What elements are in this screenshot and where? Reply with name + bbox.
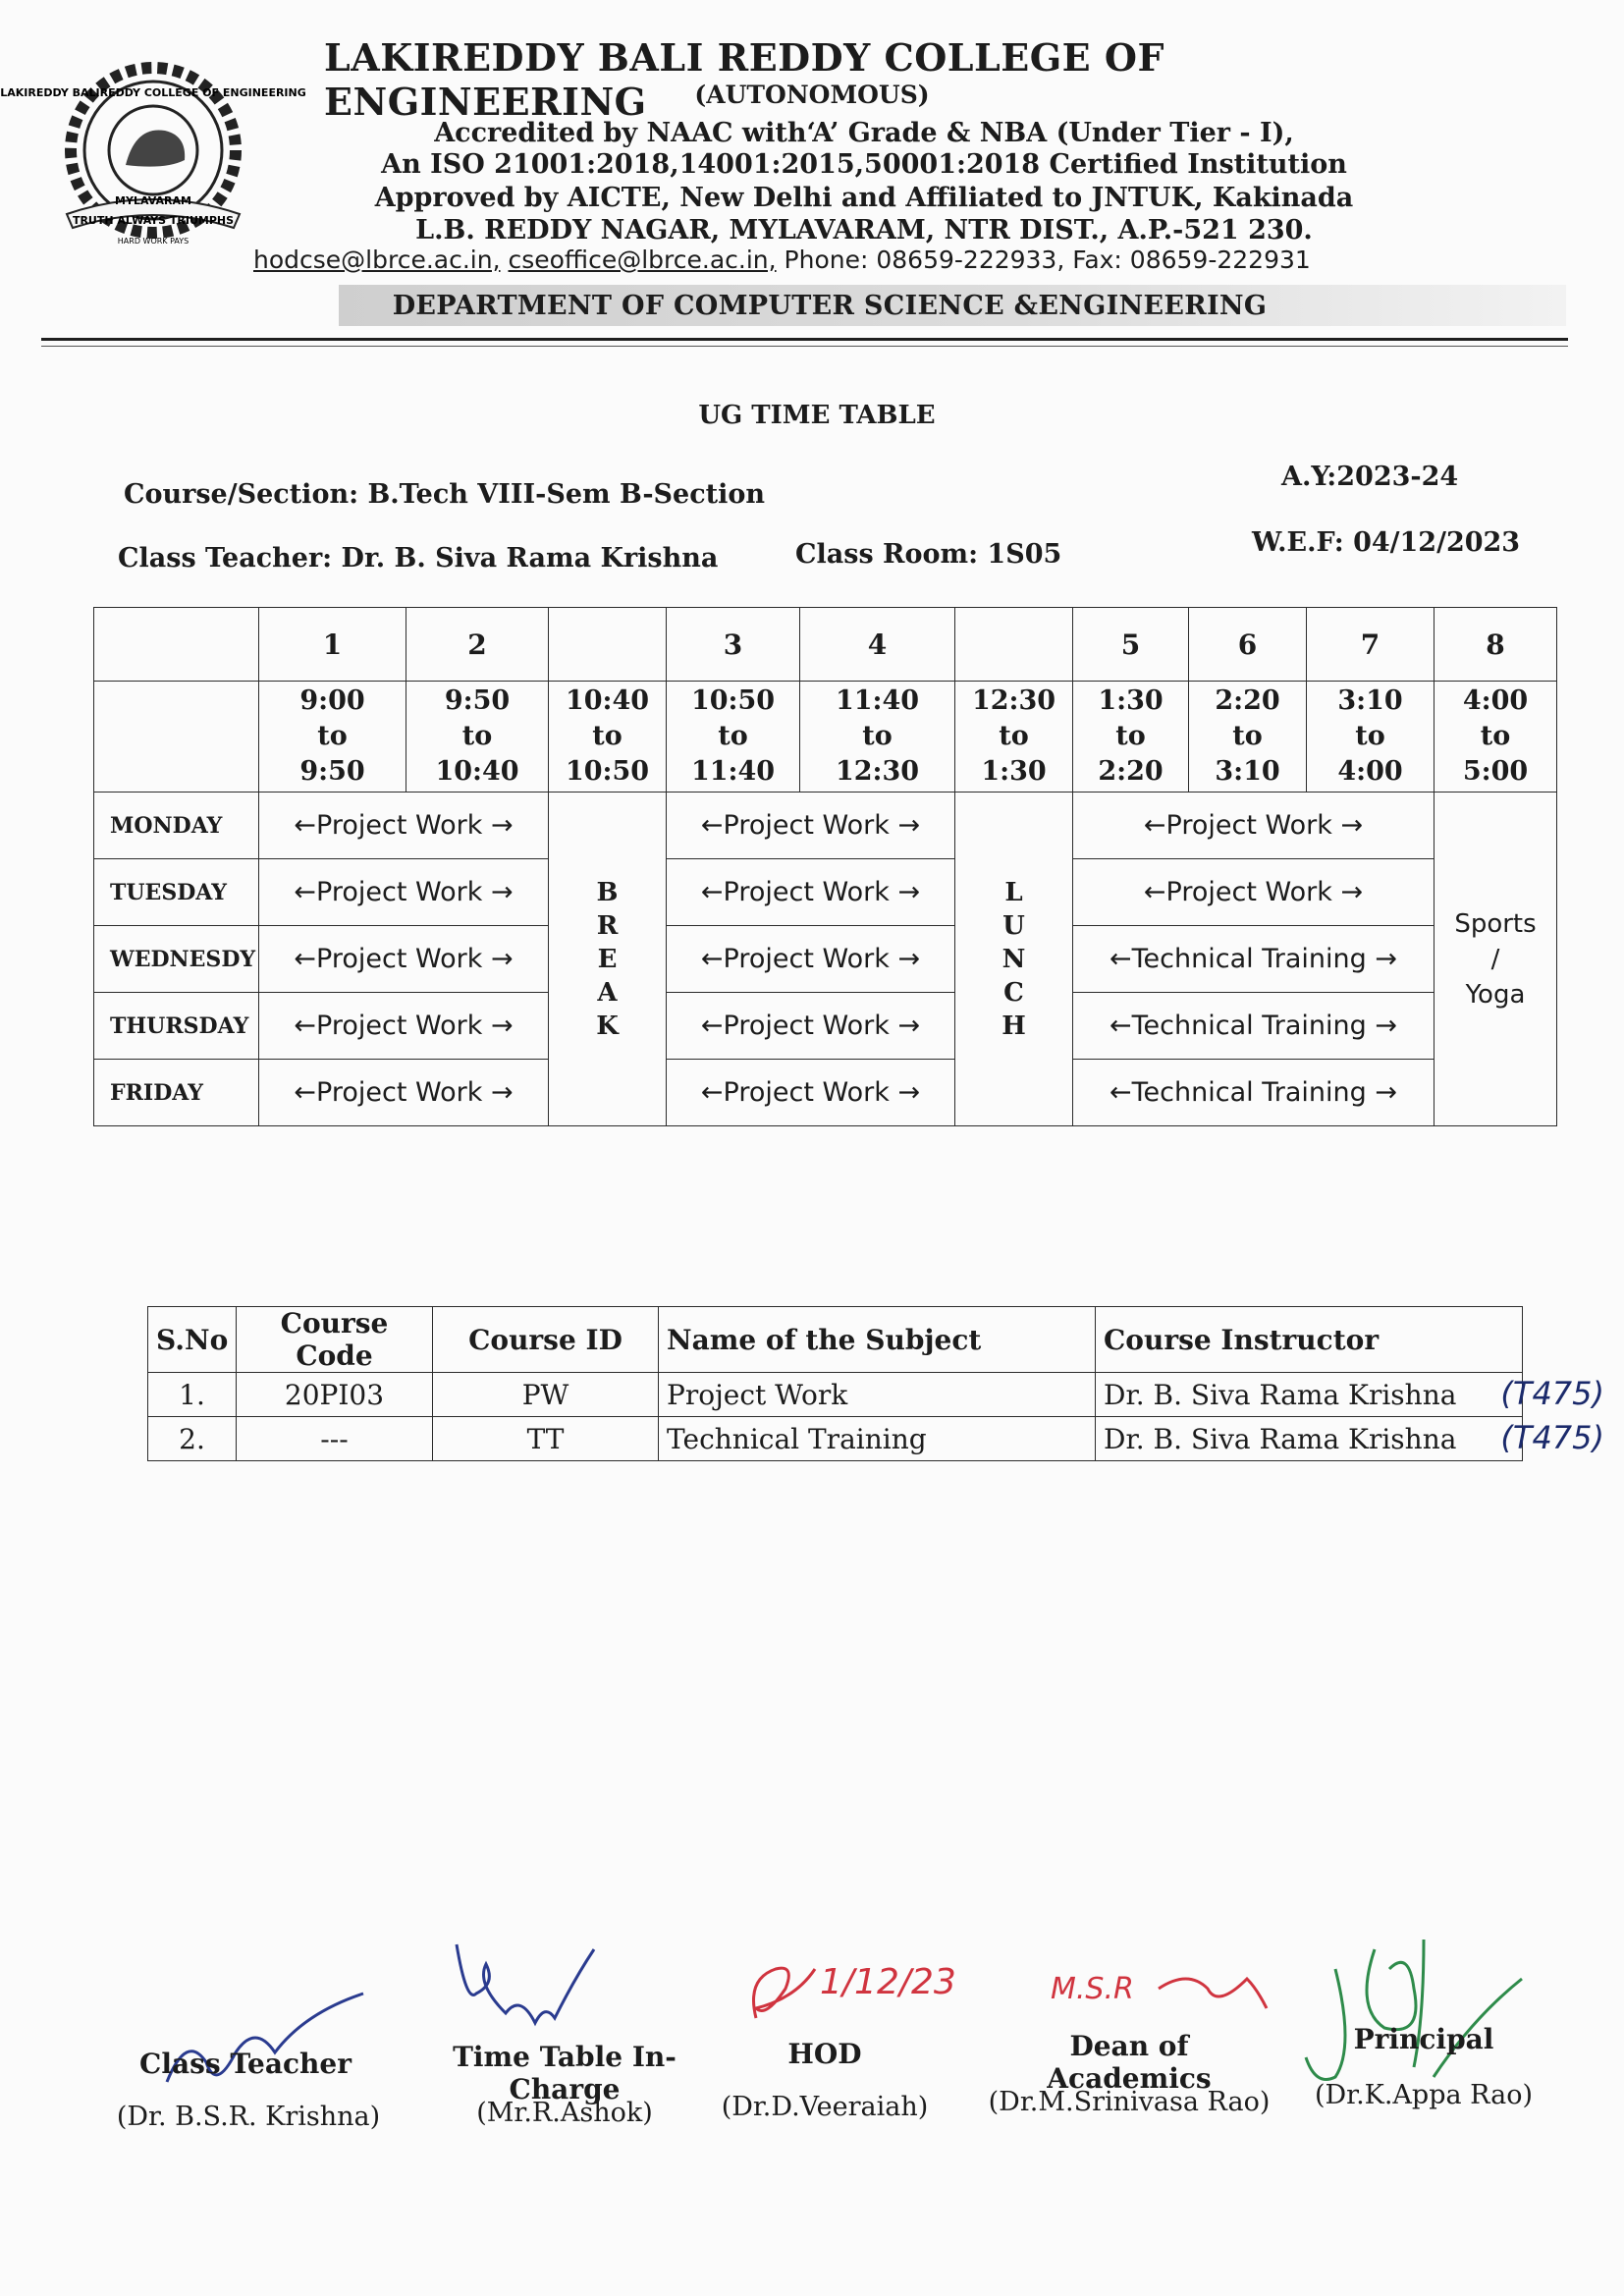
period-header: 3	[667, 608, 800, 682]
instructor-cell	[1096, 1373, 1604, 1417]
email-link-hod[interactable]: hodcse@lbrce.ac.in,	[253, 246, 501, 274]
period-header: 4	[800, 608, 955, 682]
header-divider	[41, 338, 1568, 341]
department-title: DEPARTMENT OF COMPUTER SCIENCE &ENGINEERING	[392, 291, 1268, 321]
iso-line: An ISO 21001:2018,14001:2015,50001:2018 Certified Institution	[381, 149, 1347, 180]
break-period-header	[549, 608, 667, 682]
hod-date: 1/12/23	[820, 1962, 956, 2002]
slot-afternoon: ←Technical Training →	[1073, 993, 1435, 1060]
hod-signature	[727, 1940, 962, 2038]
signature-title-class-teacher: Class Teacher	[139, 2048, 352, 2080]
accreditation-line: Accredited by NAAC with‘A’ Grade & NBA (Under Tier - I),	[434, 118, 1294, 148]
lunch-period-header	[955, 608, 1073, 682]
course-code-cell: 20PI03	[237, 1373, 433, 1417]
day-row-wednesday	[94, 926, 1557, 993]
sports-column: Sports / Yoga	[1435, 793, 1557, 1126]
signature-name-timetable-incharge: (Mr.R.Ashok)	[476, 2098, 653, 2128]
phone-fax: Phone: 08659-222933, Fax: 08659-222931	[784, 246, 1311, 274]
slot-mid: ←Project Work →	[667, 1060, 955, 1126]
header-divider-thin	[41, 346, 1568, 347]
col-header: Course ID	[433, 1307, 659, 1373]
period-header: 6	[1189, 608, 1307, 682]
break-column: B R E A K	[549, 793, 667, 1126]
time-slot: 1:30 to 2:20	[1073, 682, 1189, 793]
instructor-name: Dr. B. Siva Rama Krishna	[1104, 1422, 1457, 1455]
day-name: TUESDAY	[94, 859, 259, 926]
day-name: WEDNESDY	[94, 926, 259, 993]
contact-line	[253, 246, 1311, 274]
slot-morning: ←Project Work →	[259, 993, 549, 1060]
period-header: 7	[1307, 608, 1435, 682]
time-row	[94, 682, 1557, 793]
college-name: LAKIREDDY BALI REDDY COLLEGE OF ENGINEERING	[324, 35, 1164, 124]
time-slot: 3:10 to 4:00	[1307, 682, 1435, 793]
signature-name-principal: (Dr.K.Appa Rao)	[1314, 2080, 1534, 2110]
slot-afternoon: ←Technical Training →	[1073, 926, 1435, 993]
day-row-monday	[94, 793, 1557, 859]
signature-title-dean: Dean of Academics	[1047, 2030, 1212, 2095]
day-name: FRIDAY	[94, 1060, 259, 1126]
day-row-thursday	[94, 993, 1557, 1060]
dean-initials: M.S.R	[1051, 1972, 1134, 2006]
slot-morning: ←Project Work →	[259, 926, 549, 993]
time-slot: 9:00 to 9:50	[259, 682, 406, 793]
class-room: Class Room: 1S05	[795, 539, 1062, 570]
lunch-column: L U N C H	[955, 793, 1073, 1126]
dean-signature	[1041, 1959, 1276, 2028]
day-name: THURSDAY	[94, 993, 259, 1060]
signature-name-hod: (Dr.D.Veeraiah)	[721, 2092, 929, 2122]
sno-cell: 2.	[148, 1417, 237, 1461]
address-line: L.B. REDDY NAGAR, MYLAVARAM, NTR DIST., A.P.-521 230.	[415, 215, 1313, 246]
time-slot: 10:50 to 11:40	[667, 682, 800, 793]
signature-title-timetable-incharge: Time Table In-Charge	[453, 2041, 677, 2105]
class-teacher: Class Teacher: Dr. B. Siva Rama Krishna	[118, 543, 719, 574]
day-row-friday	[94, 1060, 1557, 1126]
table-row	[148, 1373, 1523, 1417]
table-row	[148, 1417, 1523, 1461]
slot-mid: ←Project Work →	[667, 993, 955, 1060]
slot-morning: ←Project Work →	[259, 859, 549, 926]
col-header: Course Code	[237, 1307, 433, 1373]
subjects-header-row	[148, 1307, 1523, 1373]
course-code-cell: ---	[237, 1417, 433, 1461]
logo-motto: TRUTH ALWAYS TRIUMPHS	[72, 214, 235, 227]
course-section: Course/Section: B.Tech VIII-Sem B-Section	[124, 479, 766, 510]
period-header: 8	[1435, 608, 1557, 682]
instructor-cell	[1096, 1417, 1604, 1461]
course-id-cell: PW	[433, 1373, 659, 1417]
signature-title-principal: Principal	[1353, 2023, 1494, 2055]
corner-cell	[94, 682, 259, 793]
autonomous-label: (AUTONOMOUS)	[694, 81, 930, 109]
slot-mid: ←Project Work →	[667, 793, 955, 859]
period-header: 2	[406, 608, 549, 682]
time-slot: 2:20 to 3:10	[1189, 682, 1307, 793]
slot-mid: ←Project Work →	[667, 859, 955, 926]
time-slot: 9:50 to 10:40	[406, 682, 549, 793]
period-header: 1	[259, 608, 406, 682]
course-id-cell: TT	[433, 1417, 659, 1461]
principal-signature	[1286, 1930, 1542, 2097]
academic-year: A.Y:2023-24	[1281, 462, 1459, 492]
logo-place: MYLAVARAM	[115, 194, 191, 207]
subject-name-cell: Project Work	[659, 1373, 1096, 1417]
logo-tagline: HARD WORK PAYS	[117, 237, 189, 246]
handwritten-room-note: (T475)	[1500, 1419, 1604, 1456]
slot-morning: ←Project Work →	[259, 1060, 549, 1126]
time-slot: 4:00 to 5:00	[1435, 682, 1557, 793]
signature-name-class-teacher: (Dr. B.S.R. Krishna)	[116, 2102, 381, 2132]
col-header: Name of the Subject	[659, 1307, 1096, 1373]
slot-afternoon: ←Project Work →	[1073, 859, 1435, 926]
approval-line: Approved by AICTE, New Delhi and Affiliated to JNTUK, Kakinada	[374, 183, 1354, 213]
slot-afternoon: ←Project Work →	[1073, 793, 1435, 859]
period-header: 5	[1073, 608, 1189, 682]
subjects-table	[147, 1306, 1604, 1461]
time-slot-break: 10:40 to 10:50	[549, 682, 667, 793]
col-header: Course Instructor	[1096, 1307, 1523, 1373]
time-slot-lunch: 12:30 to 1:30	[955, 682, 1073, 793]
signature-title-hod: HOD	[787, 2038, 862, 2070]
instructor-name: Dr. B. Siva Rama Krishna	[1104, 1378, 1457, 1411]
sno-cell: 1.	[148, 1373, 237, 1417]
email-link-office[interactable]: cseoffice@lbrce.ac.in,	[508, 246, 777, 274]
corner-cell	[94, 608, 259, 682]
day-name: MONDAY	[94, 793, 259, 859]
logo-ring-text: LAKIREDDY BALIREDDY COLLEGE OF ENGINEERING	[0, 86, 306, 99]
slot-mid: ←Project Work →	[667, 926, 955, 993]
day-row-tuesday	[94, 859, 1557, 926]
col-header: S.No	[148, 1307, 237, 1373]
wef-date: W.E.F: 04/12/2023	[1252, 527, 1521, 558]
slot-morning: ←Project Work →	[259, 793, 549, 859]
time-slot: 11:40 to 12:30	[800, 682, 955, 793]
timetable-grid	[93, 607, 1557, 1126]
signature-name-dean: (Dr.M.Srinivasa Rao)	[988, 2087, 1271, 2117]
slot-afternoon: ←Technical Training →	[1073, 1060, 1435, 1126]
handwritten-room-note: (T475)	[1500, 1375, 1604, 1412]
timetable-title: UG TIME TABLE	[698, 401, 936, 430]
timetable-incharge-signature	[442, 1935, 609, 2043]
period-row	[94, 608, 1557, 682]
subject-name-cell: Technical Training	[659, 1417, 1096, 1461]
